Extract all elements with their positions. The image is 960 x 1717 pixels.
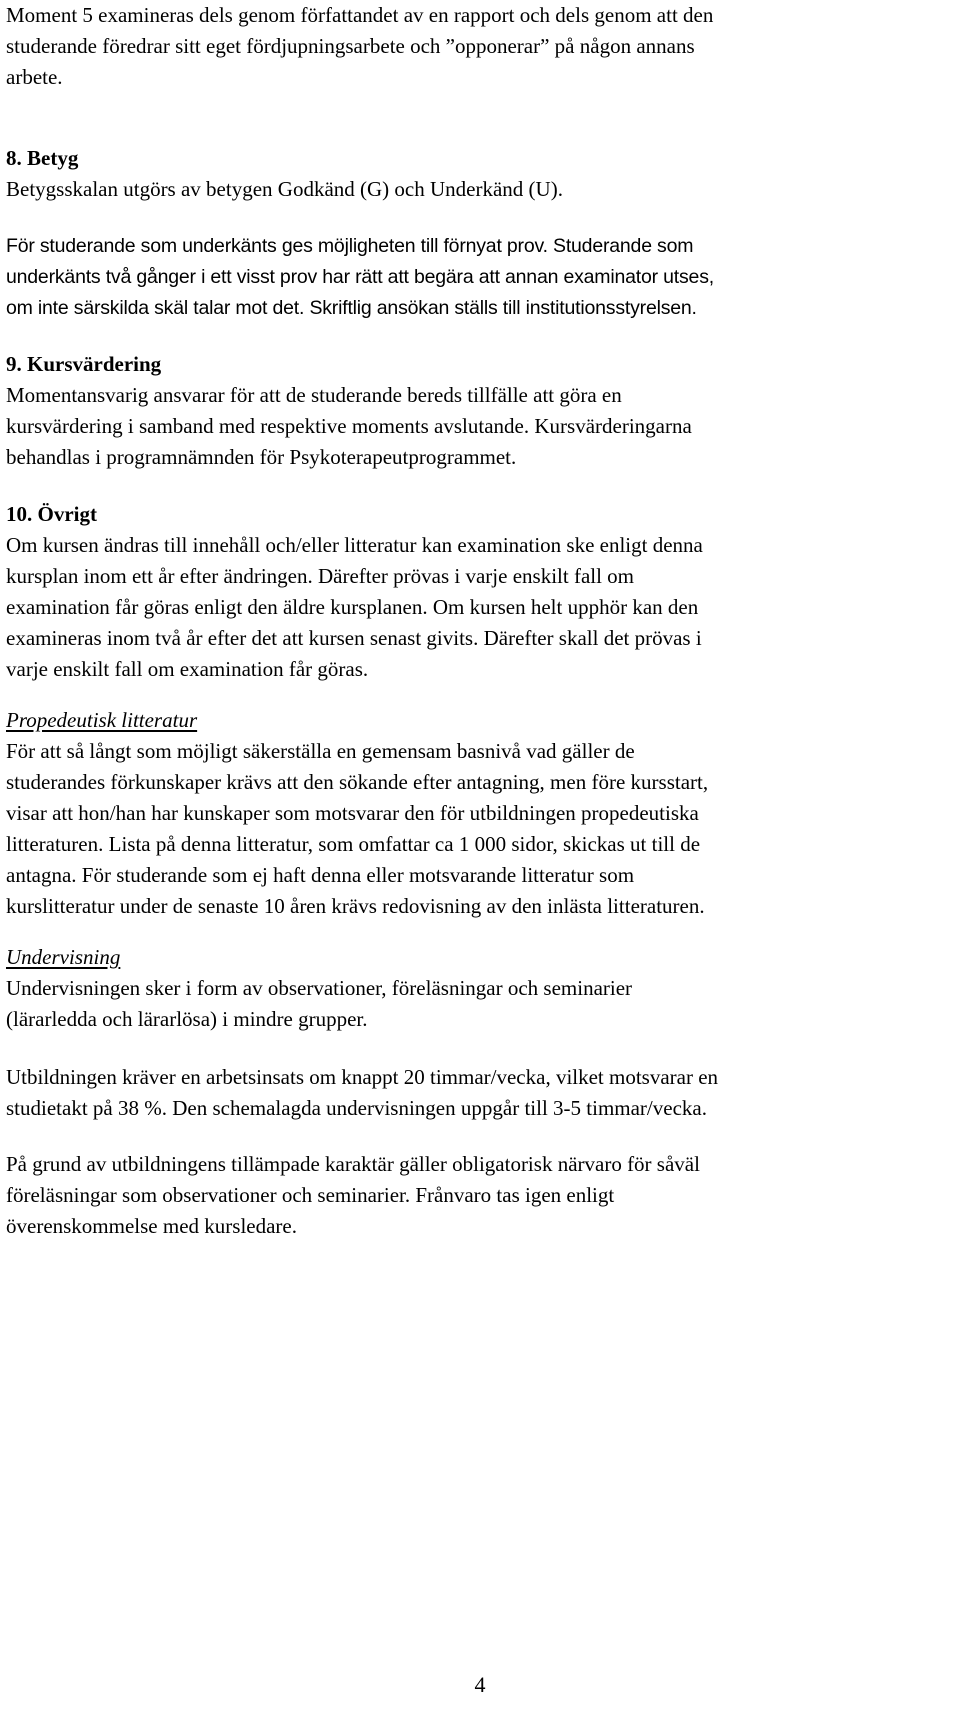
text-line: varje enskilt fall om examination får göras. [6, 657, 369, 681]
text-line: underkänts två gånger i ett visst prov har rätt att begära att annan examinator utses, [6, 266, 714, 288]
text-line: (lärarledda och lärarlösa) i mindre grupper. [6, 1007, 368, 1031]
section-10 [0, 499, 960, 685]
text-line: överenskommelse med kursledare. [6, 1214, 297, 1238]
text-line: examineras inom två år efter det att kursen senast givits. Därefter skall det prövas i [6, 626, 702, 650]
section-heading: Propedeutisk litteratur [6, 708, 198, 732]
text-line: studerande föredrar sitt eget fördjupningsarbete och ”opponerar” på någon annans [6, 34, 695, 58]
section-8-paragraph [0, 231, 960, 324]
text-line: studietakt på 38 %. Den schemalagda undervisningen uppgår till 3-5 timmar/vecka. [6, 1096, 707, 1120]
text-line: Undervisningen sker i form av observationer, föreläsningar och seminarier [6, 976, 633, 1000]
text-line: examination får göras enligt den äldre kursplanen. Om kursen helt upphör kan den [6, 595, 699, 619]
text-line: kursvärdering i samband med respektive moments avslutande. Kursvärderingarna [6, 414, 692, 438]
section-9 [0, 349, 960, 473]
text-line: föreläsningar som observationer och seminarier. Frånvaro tas igen enligt [6, 1183, 615, 1207]
undervisning-paragraph-2 [0, 1062, 960, 1124]
text-line: För att så långt som möjligt säkerställa en gemensam basnivå vad gäller de [6, 739, 635, 763]
text-line: arbete. [6, 65, 63, 89]
text-line: För studerande som underkänts ges möjligheten till förnyat prov. Studerande som [6, 235, 694, 257]
text-line: På grund av utbildningens tillämpade karaktär gäller obligatorisk närvaro för såväl [6, 1152, 700, 1176]
text-line: Betygsskalan utgörs av betygen Godkänd (G) och Underkänd (U). [6, 177, 563, 201]
text-line: Utbildningen kräver en arbetsinsats om knappt 20 timmar/vecka, vilket motsvarar en [6, 1065, 719, 1089]
section-heading: Undervisning [6, 945, 121, 969]
text-line: behandlas i programnämnden för Psykoterapeutprogrammet. [6, 445, 517, 469]
propedeutisk-section [0, 705, 960, 922]
text-line: litteraturen. Lista på denna litteratur, som omfattar ca 1 000 sidor, skickas ut till de [6, 832, 701, 856]
text-line: Om kursen ändras till innehåll och/eller litteratur kan examination ske enligt denna [6, 533, 703, 557]
section-heading: 8. Betyg [6, 146, 79, 170]
text-line: studerandes förkunskaper krävs att den sökande efter antagning, men före kursstart, [6, 770, 709, 794]
section-heading: 9. Kursvärdering [6, 352, 162, 376]
section-8 [0, 143, 960, 205]
intro-paragraph [0, 0, 960, 93]
text-line: kurslitteratur under de senaste 10 åren krävs redovisning av den inlästa litteraturen. [6, 894, 705, 918]
text-line: Momentansvarig ansvarar för att de studerande bereds tillfälle att göra en [6, 383, 622, 407]
text-line: om inte särskilda skäl talar mot det. Skriftlig ansökan ställs till institutionsstyrelsen. [6, 297, 697, 319]
text-line: Moment 5 examineras dels genom författandet av en rapport och dels genom att den [6, 3, 714, 27]
section-heading: 10. Övrigt [6, 502, 97, 526]
page-number: 4 [474, 1672, 486, 1697]
text-line: kursplan inom ett år efter ändringen. Därefter prövas i varje enskilt fall om [6, 564, 635, 588]
text-line: visar att hon/han har kunskaper som motsvarar den för utbildningen propedeutiska [6, 801, 699, 825]
undervisning-section [0, 942, 960, 1035]
text-line: antagna. För studerande som ej haft denna eller motsvarande litteratur som [6, 863, 635, 887]
undervisning-paragraph-3 [0, 1149, 960, 1242]
